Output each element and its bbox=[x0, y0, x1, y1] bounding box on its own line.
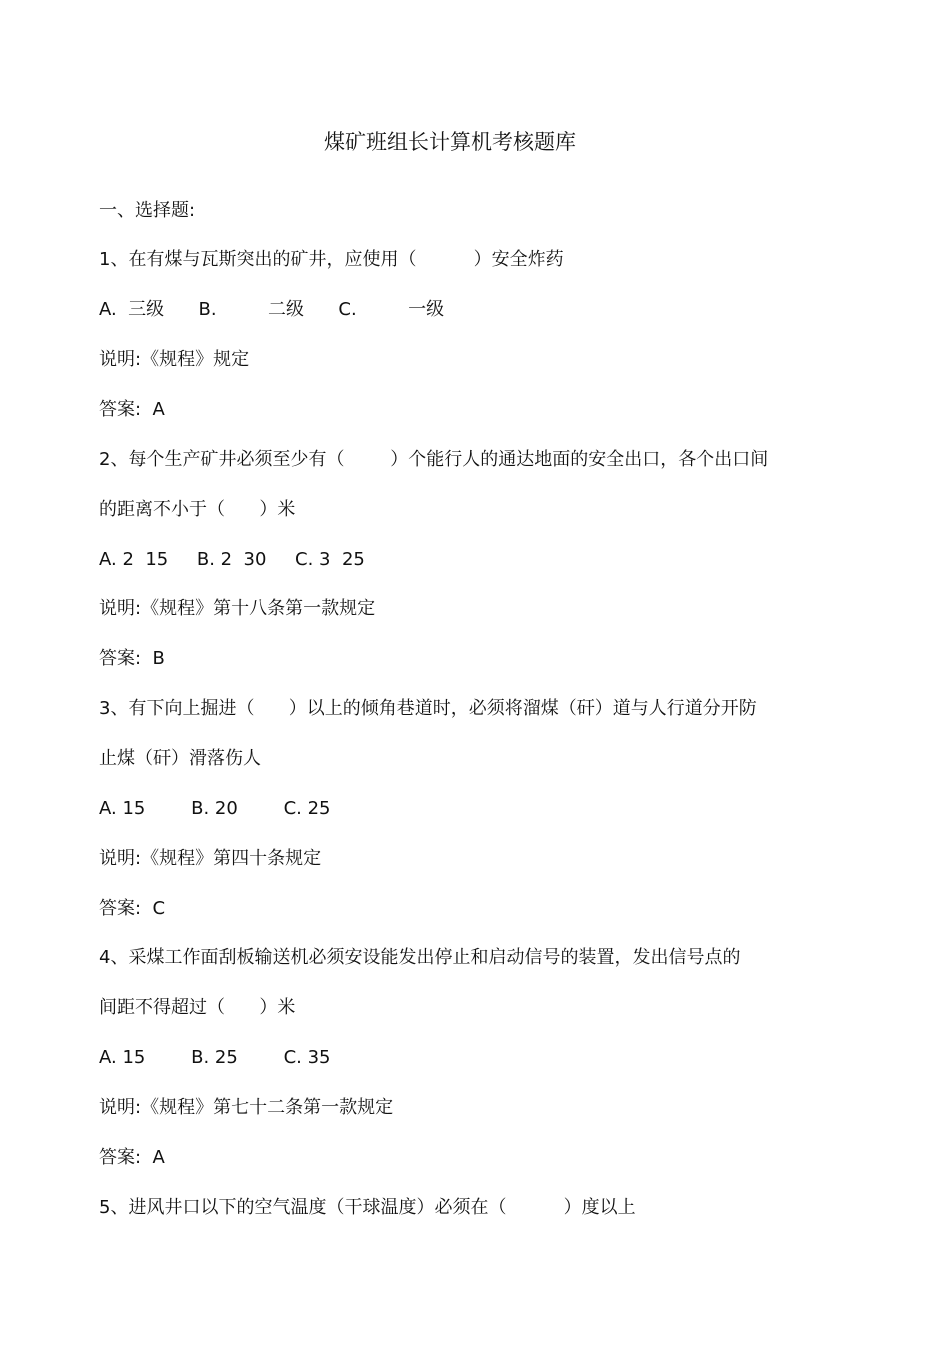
question-3-answer: 答案: C bbox=[99, 898, 166, 919]
question-4-options: A. 15 B. 25 C. 35 bbox=[99, 1047, 331, 1068]
question-4-stem-line2: 间距不得超过（ ）米 bbox=[99, 997, 296, 1018]
question-2-stem-line1: 2、每个生产矿井必须至少有（ ）个能行人的通达地面的安全出口，各个出口间 bbox=[99, 449, 769, 470]
question-4-answer: 答案: A bbox=[99, 1147, 165, 1168]
question-3-note: 说明:《规程》第四十条规定 bbox=[99, 848, 322, 869]
section-heading: 一、选择题: bbox=[99, 200, 196, 221]
question-2-answer: 答案: B bbox=[99, 648, 165, 669]
question-4-stem-line1: 4、采煤工作面刮板输送机必须安设能发出停止和启动信号的装置，发出信号点的 bbox=[99, 947, 741, 968]
question-2-options: A. 2 15 B. 2 30 C. 3 25 bbox=[99, 549, 365, 570]
document-title: 煤矿班组长计算机考核题库 bbox=[324, 130, 576, 154]
question-5-stem: 5、进风井口以下的空气温度（干球温度）必须在（ ）度以上 bbox=[99, 1197, 636, 1218]
question-3-stem-line1: 3、有下向上掘进（ ）以上的倾角巷道时，必须将溜煤（矸）道与人行道分开防 bbox=[99, 698, 757, 719]
question-2-stem-line2: 的距离不小于（ ）米 bbox=[99, 499, 296, 520]
question-1-note: 说明:《规程》规定 bbox=[99, 349, 250, 370]
question-3-stem-line2: 止煤（矸）滑落伤人 bbox=[99, 748, 261, 769]
question-1-options: A. 三级 B. 二级 C. 一级 bbox=[99, 299, 445, 320]
question-2-note: 说明:《规程》第十八条第一款规定 bbox=[99, 598, 376, 619]
question-1-answer: 答案: A bbox=[99, 399, 165, 420]
question-3-options: A. 15 B. 20 C. 25 bbox=[99, 798, 331, 819]
question-4-note: 说明:《规程》第七十二条第一款规定 bbox=[99, 1097, 394, 1118]
question-1-stem: 1、在有煤与瓦斯突出的矿井，应使用（ ）安全炸药 bbox=[99, 249, 564, 270]
